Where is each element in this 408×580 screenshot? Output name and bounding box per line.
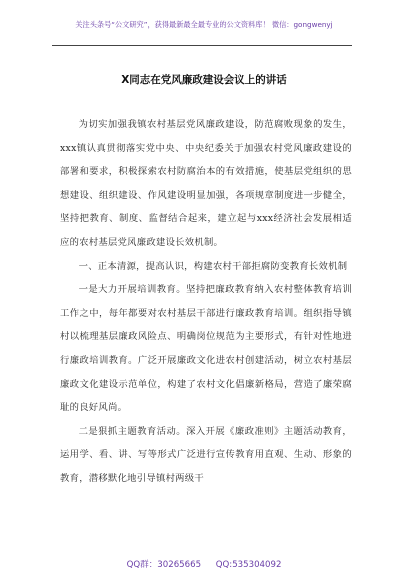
document-body xyxy=(60,113,352,491)
qq-number-text: QQ:535304092 xyxy=(215,560,282,570)
contact-footer xyxy=(0,558,408,570)
paragraph-theme-education: 二是狠抓主题教育活动。深入开展《廉政准则》主题活动教育，运用学、看、讲、写等形式广泛进行宣传教育用直观、生动、形象的教育，潜移默化地引导镇村两级干 xyxy=(60,425,352,484)
header-divider xyxy=(52,45,352,46)
section-heading-1: 一、正本清源，提高认识，构建农村干部拒腐防变教育长效机制 xyxy=(78,260,348,272)
qq-group-text: QQ群：30265665 xyxy=(126,560,202,570)
paragraph-training: 一是大力开展培训教育。坚持把廉政教育纳入农村整体教育培训工作之中，每年都要对农村基层干部进行廉政教育培训。组织指导镇村以梳理基层廉政风险点、明确岗位规范为主要形式，有针对性地进行廉政培训教育。广泛开展廉政文化进农村创建活动，树立农村基层廉政文化建设示范单位，构建了农村文化倡廉新格局，营造了廉荣腐耻的良好风尚。 xyxy=(60,284,352,414)
paragraph-intro: 为切实加强我镇农村基层党风廉政建设，防范腐败现象的发生，xxx镇认真贯彻落实党中央、中央纪委关于加强农村党风廉政建设的部署和要求，积极探索农村防腐治本的有效措施，使基层党组织的思想建设、组织建设、作风建设明显加强，各项规章制度进一步健全，坚持把教育、制度、监督结合起来，建立起与xxx经济社会发展相适应的农村基层党风廉政建设长效机制。 xyxy=(60,119,352,248)
document-title: X同志在党风廉政建设会议上的讲话 xyxy=(121,74,287,86)
promo-header: 关注头条号“公文研究”，获得最新最全最专业的公文资料库！ 微信：gongwenyj xyxy=(75,20,333,29)
